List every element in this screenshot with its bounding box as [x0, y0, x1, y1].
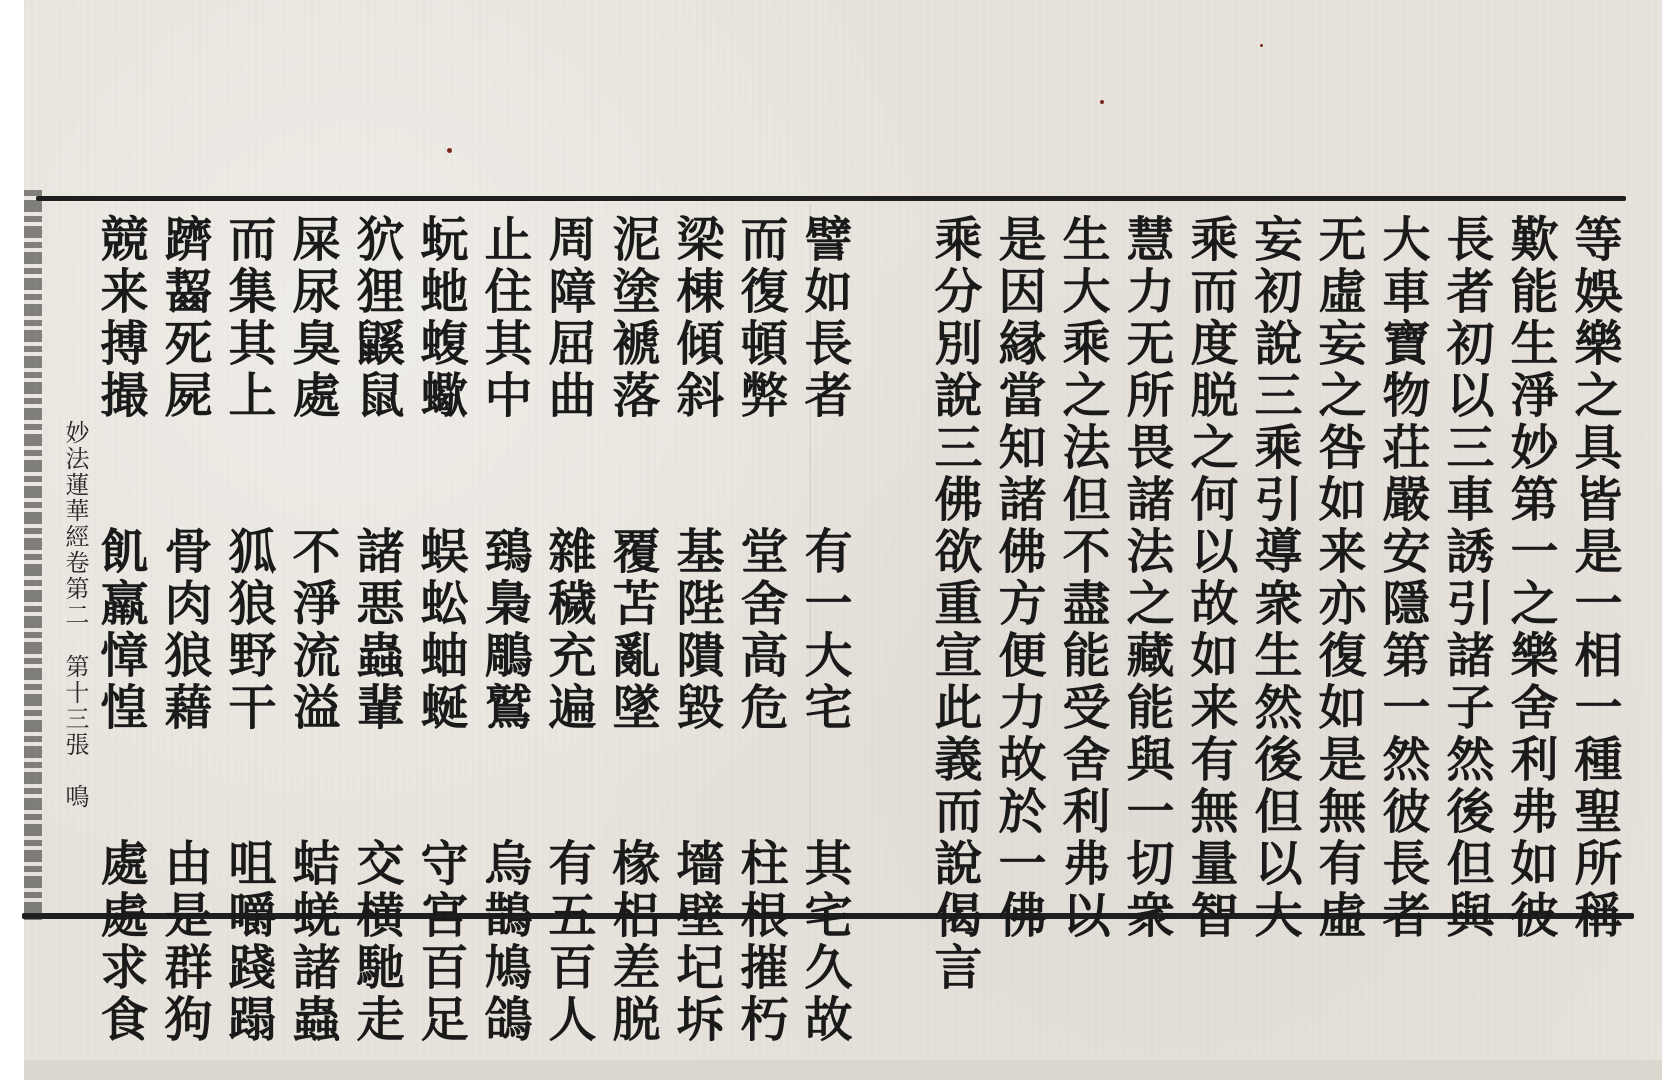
margin-title: 妙法蓮華經卷第二 第十三張 鳴 [61, 420, 89, 810]
scripture-text [80, 200, 1630, 1046]
ink-speck [447, 148, 452, 153]
text-column: 周障屈曲 雜穢充遍 有五百人 [540, 214, 596, 1046]
text-column: 乘分別說三佛欲重宣此義而說偈言 [926, 214, 982, 994]
paper-edge [24, 1060, 1662, 1080]
text-column: 无虛妄之咎如来亦復如是無有虛 [1310, 214, 1366, 942]
text-column: 大車寶物荘嚴安隱第一然彼長者 [1374, 214, 1430, 942]
text-column: 狖狸鼷鼠 諸悪蟲輩 交横馳走 [348, 214, 404, 1046]
ink-speck [1260, 44, 1263, 47]
text-column: 長者初以三車誘引諸子然後但與 [1438, 214, 1494, 942]
text-column: 而復頓弊 堂舍高危 柱根摧朽 [732, 214, 788, 1046]
ink-speck [1100, 100, 1104, 104]
text-column: 而集其上 狐狼野干 咀嚼踐蹋 [220, 214, 276, 1046]
text-column: 是因縁當知諸佛方便力故於一佛 [990, 214, 1046, 942]
text-column: 乘而度脱之何以故如来有無量智 [1182, 214, 1238, 942]
text-column: 生大乘之法但不盡能受舍利弗以 [1054, 214, 1110, 942]
text-column: 競来搏撮 飢羸慞惶 處處求食 [92, 214, 148, 1046]
text-column: 蚖虵蝮蠍 蜈蚣蚰蜒 守宮百足 [412, 214, 468, 1046]
frame-left-border [24, 190, 42, 920]
text-column: 梁棟傾斜 基陛隤毀 墻壁圮坼 [668, 214, 724, 1046]
text-column: 譬如長者 有一大宅 其宅久故 [796, 214, 852, 1046]
text-column: 妄初說三乘引導衆生然後但以大 [1246, 214, 1302, 942]
text-column: 躋齧死屍 骨肉狼藉 由是群狗 [156, 214, 212, 1046]
text-column: 等娛樂之具皆是一相一種聖所稱 [1566, 214, 1622, 942]
text-column: 止住其中 鵄梟鵰鷲 烏鵲鳩鴿 [476, 214, 532, 1046]
text-column: 慧力无所畏諸法之藏能與一切衆 [1118, 214, 1174, 942]
text-column: 泥塗褫落 覆苫亂墜 椽梠差脱 [604, 214, 660, 1046]
text-column: 屎尿臭處 不淨流溢 蛣蜣諸蟲 [284, 214, 340, 1046]
text-column: 歎能生淨妙第一之樂舍利弗如彼 [1502, 214, 1558, 942]
